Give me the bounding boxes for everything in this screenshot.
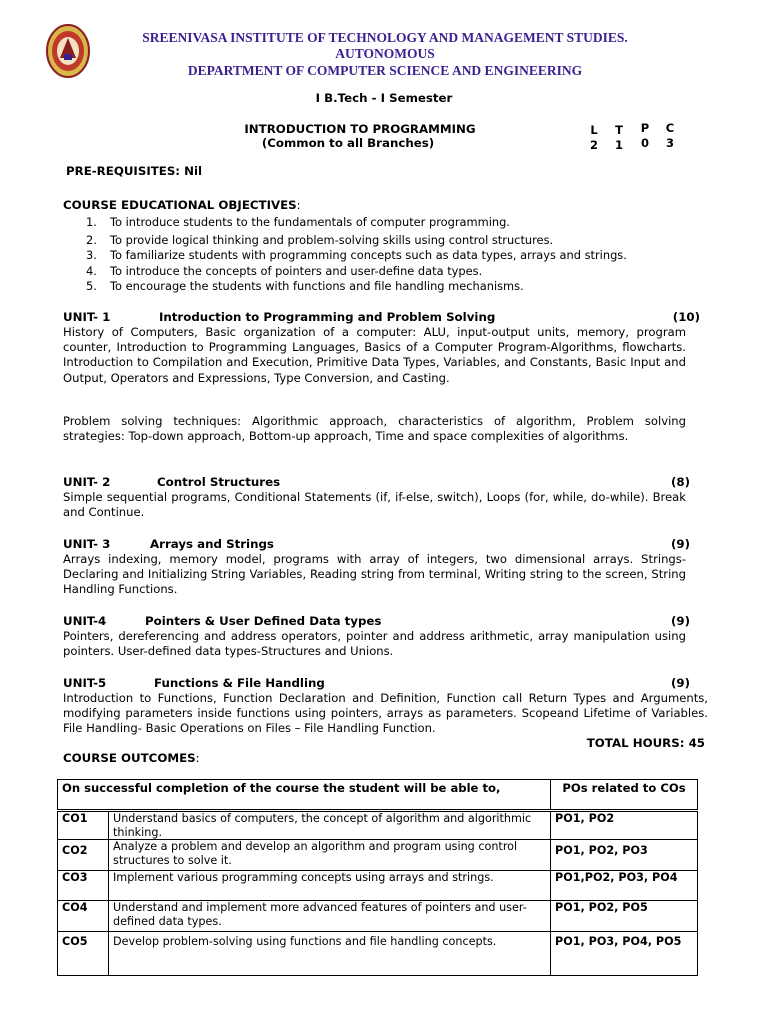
outcomes-header-left: On successful completion of the course the student will be able to, (58, 780, 551, 811)
total-hours: TOTAL HOURS: 45 (586, 736, 705, 750)
co-text: Develop problem-solving using functions and file handling concepts. (109, 932, 551, 976)
objectives-heading: COURSE EDUCATIONAL OBJECTIVES: (63, 198, 301, 212)
list-item: 3. To familiarize students with programming concepts such as data types, arrays and strings. (86, 248, 627, 263)
co-text: Implement various programming concepts using arrays and strings. (109, 871, 551, 901)
ltpc-label-l: L (590, 123, 598, 137)
prerequisites: PRE-REQUISITES: Nil (66, 164, 203, 178)
ltpc-label-c: C (665, 121, 675, 135)
ltpc-value-c: 3 (665, 136, 674, 150)
unit-1-body-2: Problem solving techniques: Algorithmic approach, characteristics of algorithm, Problem solving strategies: Top-down approach, Bottom-up approach, Time and space complexities of algorithms. (63, 414, 686, 444)
list-item: 4. To introduce the concepts of pointers and user-define data types. (86, 263, 483, 278)
co-pos: PO1, PO2, PO3 (551, 840, 698, 871)
table-row (58, 901, 698, 932)
co-id: CO4 (58, 901, 109, 932)
unit-2-body: Simple sequential programs, Conditional Statements (if, if-else, switch), Loops (for, while, do-while). Break and Continue. (63, 490, 686, 520)
co-text: Analyze a problem and develop an algorithm and program using control structures to solve it. (109, 840, 551, 871)
unit-3-body: Arrays indexing, memory model, programs with array of integers, two dimensional arrays. Strings-Declaring and Initializing String Variables, Reading string from terminal, Writing string to the screen, String Handling Functions. (63, 552, 686, 597)
college-seal-icon (46, 24, 90, 78)
outcomes-header-right: POs related to COs (551, 780, 698, 811)
unit-5-body: Introduction to Functions, Function Declaration and Definition, Function call Return Types and Arguments, modifying parameters inside functions using pointers, arrays as parameters. Scopeand Lifetime of Variables. File Handling- Basic Operations on Files – File Handling Function. (63, 691, 708, 736)
course-subtitle: (Common to all Branches) (261, 136, 435, 150)
objectives-list (86, 215, 746, 294)
co-pos: PO1, PO2 (551, 811, 698, 840)
table-row (58, 871, 698, 901)
co-text: Understand and implement more advanced features of pointers and user-defined data types. (109, 901, 551, 932)
department-name: DEPARTMENT OF COMPUTER SCIENCE AND ENGINEERING (187, 63, 583, 78)
list-item: 1. To introduce students to the fundamentals of computer programming. (86, 215, 510, 229)
co-text: Understand basics of computers, the concept of algorithm and algorithmic thinking. (109, 811, 551, 840)
list-item: 5. To encourage the students with functions and file handling mechanisms. (86, 278, 524, 293)
co-id: CO2 (58, 840, 109, 871)
autonomous-status: AUTONOMOUS (335, 46, 435, 61)
table-row (58, 811, 698, 840)
unit-4-header: UNIT-4 Pointers & User Defined Data types (9) (63, 614, 690, 628)
outcomes-table (57, 779, 698, 976)
unit-1-header: UNIT- 1 Introduction to Programming and Problem Solving (10) (63, 310, 700, 324)
co-pos: PO1, PO3, PO4, PO5 (551, 932, 698, 976)
ltpc-value-t: 1 (614, 138, 623, 152)
unit-3-header: UNIT- 3 Arrays and Strings (9) (63, 537, 690, 551)
table-row (58, 840, 698, 871)
co-id: CO1 (58, 811, 109, 840)
unit-4-body: Pointers, dereferencing and address operators, pointer and address arithmetic, array manipulation using pointers. User-defined data types-Structures and Unions. (63, 629, 686, 659)
semester: I B.Tech - I Semester (315, 91, 453, 105)
outcomes-heading: COURSE OUTCOMES: (63, 751, 200, 765)
co-pos: PO1, PO2, PO5 (551, 901, 698, 932)
ltpc-value-p: 0 (640, 136, 649, 150)
unit-2-header: UNIT- 2 Control Structures (8) (63, 475, 690, 489)
ltpc-label-p: P (640, 121, 650, 135)
table-row (58, 780, 698, 811)
course-title: INTRODUCTION TO PROGRAMMING (244, 122, 476, 136)
table-row (58, 932, 698, 976)
list-item: 2. To provide logical thinking and problem-solving skills using control structures. (86, 233, 554, 248)
ltpc-value-l: 2 (589, 138, 598, 152)
co-id: CO5 (58, 932, 109, 976)
ltpc-label-t: T (615, 123, 623, 137)
co-id: CO3 (58, 871, 109, 901)
unit-1-body: History of Computers, Basic organization of a computer: ALU, input-output units, memory, program counter, Introduction to Programming Languages, Basics of a Computer Program-Algorithms, flowcharts. Introduction to Compilation and Execution, Primitive Data Types, Variables, and Constants, Basic Input and Output, Operators and Expressions, Type Conversion, and Casting. (63, 325, 686, 385)
unit-5-header: UNIT-5 Functions & File Handling (9) (63, 676, 690, 690)
institute-name: SREENIVASA INSTITUTE OF TECHNOLOGY AND MANAGEMENT STUDIES. (142, 30, 628, 45)
co-pos: PO1,PO2, PO3, PO4 (551, 871, 698, 901)
